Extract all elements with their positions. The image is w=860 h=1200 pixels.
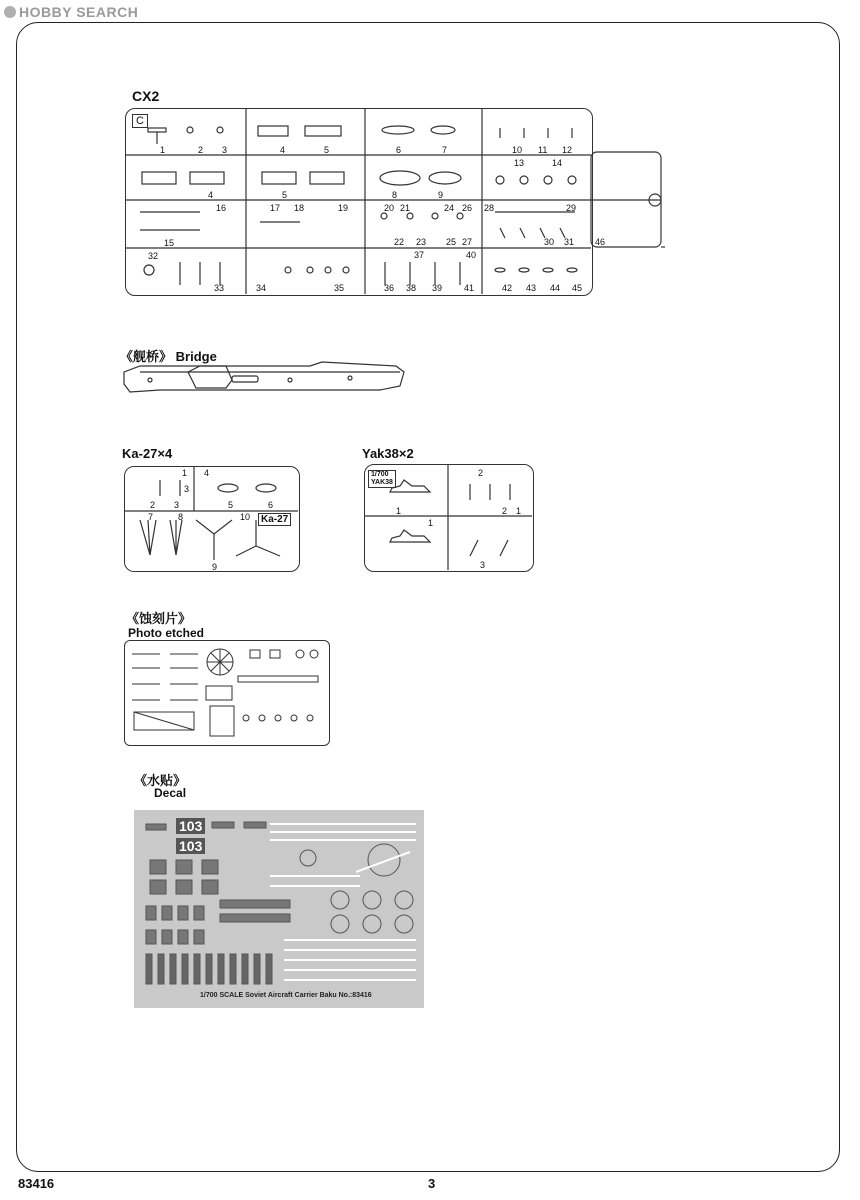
cx2-part: 16 (216, 203, 227, 213)
cx2-part: 25 (446, 237, 457, 247)
cx2-part: 33 (214, 283, 225, 293)
decal-number-1: 103 (176, 818, 205, 834)
bridge-title-en: Bridge (175, 349, 217, 364)
cx2-part: 39 (432, 283, 443, 293)
yak38-part: 1 (396, 506, 402, 516)
yak38-part: 2 (478, 468, 484, 478)
page-number: 3 (428, 1176, 436, 1191)
cx2-part: 32 (148, 251, 159, 261)
cx2-part: 14 (552, 158, 563, 168)
cx2-part: 31 (564, 237, 575, 247)
cx2-part: 30 (544, 237, 555, 247)
cx2-part: 37 (414, 250, 425, 260)
cx2-part: 44 (550, 283, 561, 293)
yak38-part: 1 (428, 518, 434, 528)
etched-title-cn: 《蚀刻片》 (126, 611, 192, 626)
etched-title-en: Photo etched (128, 626, 205, 640)
ka27-part: 8 (178, 512, 184, 522)
decal-title-en: Decal (154, 786, 187, 800)
cx2-part: 40 (466, 250, 477, 260)
yak38-tag-model: YAK38 (371, 479, 393, 486)
cx2-part: 22 (394, 237, 405, 247)
cx2-part: 2 (198, 145, 204, 155)
cx2-part: 27 (462, 237, 473, 247)
cx2-tag: C (132, 114, 148, 128)
ka27-part: 3 (184, 484, 190, 494)
cx2-part: 15 (164, 238, 175, 248)
cx2-part: 42 (502, 283, 513, 293)
cx2-part: 35 (334, 283, 345, 293)
ka27-part: 4 (204, 468, 210, 478)
cx2-part: 5 (324, 145, 330, 155)
cx2-part: 23 (416, 237, 427, 247)
cx2-part: 9 (438, 190, 444, 200)
ka27-tag: Ka-27 (258, 513, 291, 526)
cx2-part: 6 (396, 145, 402, 155)
watermark-brand: HOBBY SEARCH (19, 4, 139, 20)
cx2-part: 38 (406, 283, 417, 293)
cx2-part: 29 (566, 203, 577, 213)
cx2-part: 21 (400, 203, 411, 213)
ka27-part: 1 (182, 468, 188, 478)
ka27-part: 3 (174, 500, 180, 510)
footer-code: 83416 (18, 1176, 55, 1191)
bridge-title-cn: 《舰桥》 (120, 349, 173, 364)
decal-number-2: 103 (176, 838, 205, 854)
cx2-part: 17 (270, 203, 281, 213)
cx2-part: 28 (484, 203, 495, 213)
cx2-title: CX2 (132, 88, 160, 104)
cx2-part: 41 (464, 283, 475, 293)
ka27-part: 7 (148, 512, 154, 522)
yak38-title: Yak38×2 (362, 446, 414, 461)
ka27-part: 6 (268, 500, 274, 510)
cx2-part: 4 (208, 190, 214, 200)
cx2-part: 45 (572, 283, 583, 293)
cx2-part: 1 (160, 145, 166, 155)
cx2-part: 19 (338, 203, 349, 213)
cx2-part: 11 (538, 145, 548, 155)
decal-caption: 1/700 SCALE Soviet Aircraft Carrier Baku No.:83416 (200, 992, 372, 999)
ka27-part: 9 (212, 562, 218, 572)
cx2-part: 26 (462, 203, 473, 213)
cx2-part: 36 (384, 283, 395, 293)
cx2-part: 34 (256, 283, 267, 293)
yak38-part: 1 (516, 506, 522, 516)
yak38-tag-scale: 1/700 (371, 471, 389, 478)
cx2-part: 12 (562, 145, 573, 155)
cx2-part: 4 (280, 145, 286, 155)
cx2-part: 20 (384, 203, 395, 213)
ka27-part: 5 (228, 500, 234, 510)
decal-title-cn: 《水贴》 (134, 773, 187, 788)
cx2-part: 3 (222, 145, 228, 155)
cx2-part: 10 (512, 145, 523, 155)
cx2-part: 8 (392, 190, 398, 200)
cx2-part: 46 (595, 237, 606, 247)
cx2-part: 13 (514, 158, 525, 168)
cx2-part: 43 (526, 283, 537, 293)
ka27-title: Ka-27×4 (122, 446, 173, 461)
yak38-part: 2 (502, 506, 508, 516)
ka27-part: 2 (150, 500, 156, 510)
cx2-part: 18 (294, 203, 305, 213)
cx2-part: 24 (444, 203, 455, 213)
yak38-part: 3 (480, 560, 486, 570)
ka27-part: 10 (240, 512, 251, 522)
cx2-part: 7 (442, 145, 448, 155)
cx2-part: 5 (282, 190, 288, 200)
